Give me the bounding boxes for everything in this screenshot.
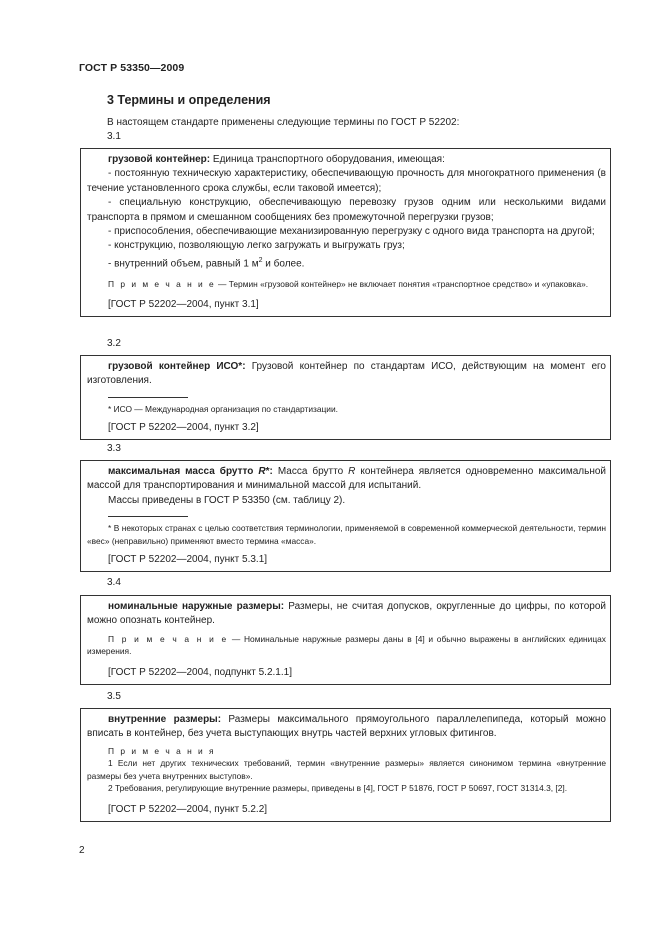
term-note: П р и м е ч а н и е — Термин «грузовой контейнер» не включает понятия «транспортное средство» и «упаковка». (108, 278, 589, 289)
term-note-2: 2 Требования, регулирующие внутренние размеры, приведены в [4], ГОСТ Р 51876, ГОСТ Р 50697, ГОСТ 31314.3, [2]. (108, 783, 568, 794)
term-name: грузовой контейнер: (108, 154, 211, 165)
term-box-3-3 (80, 460, 611, 572)
term-box-3-5 (80, 708, 611, 822)
term-name: максимальная масса брутто R*: (108, 466, 273, 477)
list-item: - внутренний объем, равный 1 $м^2$ и более. (108, 256, 305, 270)
term-number-3-5: 3.5 (107, 691, 121, 702)
term-number-3-4: 3.4 (107, 577, 121, 588)
list-item: - приспособления, обеспечивающие механизированную перегрузку с одного вида транспорта на другой; (108, 226, 595, 238)
page-number: 2 (79, 845, 85, 856)
footnote: * ИСО — Международная организация по стандартизации. (108, 403, 338, 414)
term-box-3-1 (80, 148, 611, 317)
term-name: номинальные наружные размеры: (108, 601, 285, 612)
term-definition: грузовой контейнер: Единица транспортного оборудования, имеющая: (108, 154, 445, 165)
list-item: - конструкцию, позволяющую легко загружать и выгружать груз; (108, 240, 405, 252)
term-source: [ГОСТ Р 52202—2004, пункт 5.3.1] (108, 554, 268, 566)
term-source: [ГОСТ Р 52202—2004, пункт 3.2] (108, 422, 259, 434)
term-note: П р и м е ч а н и е — Номинальные наружные размеры даны в [4] и обычно выражены в английских единицах измерения. (87, 633, 606, 657)
term-definition: внутренние размеры: Размеры максимального прямоугольного параллелепипеда, который можно вписать в контейнер, без учета выступающих внутрь частей верхних угловых фитингов. (87, 714, 606, 740)
term-source: [ГОСТ Р 52202—2004, пункт 5.2.2] (108, 803, 268, 815)
page-header-standard: ГОСТ Р 53350—2009 (79, 62, 185, 74)
term-name: внутренние размеры: (108, 714, 222, 725)
term-number-3-3: 3.3 (107, 443, 121, 454)
footnote-divider (108, 397, 188, 398)
term-number-3-1: 3.1 (107, 131, 121, 142)
term-name: грузовой контейнер ИСО*: (108, 361, 246, 372)
list-item: - постоянную техническую характеристику, обеспечивающую прочность для многократного применения (в течение установленного срока службы, если таковой имеется); (87, 168, 606, 194)
term-source: [ГОСТ Р 52202—2004, пункт 3.1] (108, 299, 259, 311)
term-definition: максимальная масса брутто R*: Масса брутто R контейнера является одновременно максимальной массой для транспортирования и минимальной массой для испытаний. (87, 466, 606, 492)
term-definition: грузовой контейнер ИСО*: Грузовой контейнер по стандартам ИСО, действующим на момент его изготовления. (87, 361, 606, 387)
footnote: * В некоторых странах с целью соответствия терминологии, применяемой в современной коммерческой деятельности, термин «вес» (неправильно) применяют вместо термина «масса». (87, 523, 606, 546)
footnote-divider (108, 516, 188, 517)
term-box-3-4 (80, 595, 611, 685)
term-source: [ГОСТ Р 52202—2004, подпункт 5.2.1.1] (108, 666, 292, 678)
list-item: - специальную конструкцию, обеспечивающую перевозку грузов одним или несколькими видами транспорта в прямом и смешанном сообщениях без промежуточной перегрузки грузов; (87, 197, 606, 223)
notes-label: П р и м е ч а н и я (108, 745, 216, 756)
term-box-3-2 (80, 355, 611, 440)
section-intro: В настоящем стандарте применены следующие термины по ГОСТ Р 52202: (107, 117, 460, 128)
term-definition: номинальные наружные размеры: Размеры, не считая допусков, округленные до цифры, по которой можно опознать контейнер. (87, 601, 607, 627)
term-note-1: 1 Если нет других технических требований, термин «внутренние размеры» является синонимом термина «внутренние размеры без учета внутренних выступов». (87, 758, 606, 781)
term-number-3-2: 3.2 (107, 338, 121, 349)
term-extra: Массы приведены в ГОСТ Р 53350 (см. таблицу 2). (108, 494, 346, 506)
section-title: 3 Термины и определения (107, 93, 271, 107)
